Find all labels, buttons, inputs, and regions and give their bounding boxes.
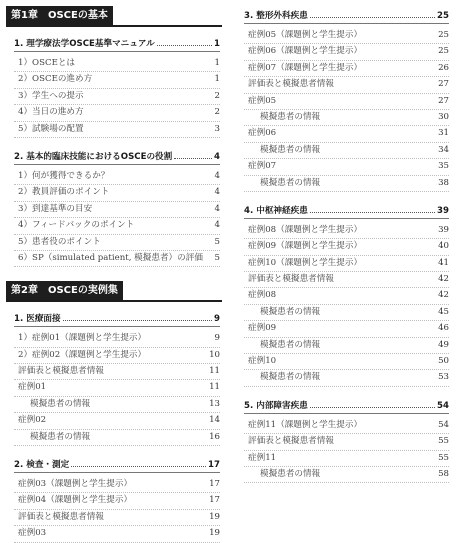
dot-leader: [157, 45, 212, 46]
toc-row[interactable]: 症例06（課題例と学生提示） 25: [244, 44, 449, 60]
toc-row[interactable]: 3）学生への提示 2: [14, 89, 220, 105]
toc-row[interactable]: 2）OSCEの進め方 1: [14, 72, 220, 88]
toc-row[interactable]: 症例07 35: [244, 159, 449, 175]
toc-section-2-1[interactable]: 1. 医療面接 9: [14, 308, 220, 327]
toc-row[interactable]: 1）何が獲得できるか？ 4: [14, 169, 220, 185]
toc-row[interactable]: 症例02 14: [14, 413, 220, 429]
toc-row[interactable]: 模擬患者の情報 49: [244, 338, 449, 354]
toc-row[interactable]: 症例03 19: [14, 526, 220, 542]
toc-section-2-5[interactable]: 5. 内部障害疾患 54: [244, 395, 449, 414]
toc-section-2-3[interactable]: 3. 整形外科疾患 25: [244, 5, 449, 24]
toc-row[interactable]: 模擬患者の情報 30: [244, 110, 449, 126]
toc-left-column: [0, 0, 224, 543]
toc-row[interactable]: 模擬患者の情報 53: [244, 370, 449, 386]
toc-row[interactable]: 4）当日の進め方 2: [14, 105, 220, 121]
dot-leader: [71, 466, 206, 467]
toc-row[interactable]: 2）教員評価のポイント 4: [14, 185, 220, 201]
dot-leader: [310, 212, 435, 213]
toc-section-1-2[interactable]: 2. 基本的臨床技能におけるOSCEの役割 4: [14, 146, 220, 165]
toc-row[interactable]: 1）症例01（課題例と学生提示） 9: [14, 331, 220, 347]
toc-row[interactable]: 模擬患者の情報 45: [244, 305, 449, 321]
toc-row[interactable]: 6）SP（simulated patient, 模擬患者）の評価 5: [14, 251, 220, 267]
toc-row[interactable]: 評価表と模擬患者情報 27: [244, 77, 449, 93]
toc-row[interactable]: 症例10（課題例と学生提示） 41: [244, 256, 449, 272]
toc-row[interactable]: 模擬患者の情報 34: [244, 143, 449, 159]
toc-section-2-2[interactable]: 2. 検査・測定 17: [14, 454, 220, 473]
toc-row[interactable]: 症例05（課題例と学生提示） 25: [244, 28, 449, 44]
toc-row[interactable]: 2）症例02（課題例と学生提示） 10: [14, 348, 220, 364]
chapter-1-heading: [6, 6, 222, 27]
toc-row[interactable]: 5）試験場の配置 3: [14, 122, 220, 138]
toc-row[interactable]: 模擬患者の情報 13: [14, 397, 220, 413]
chapter-2-title: 第2章 OSCEの実例集: [6, 281, 123, 300]
toc-row[interactable]: 1）OSCEとは 1: [14, 56, 220, 72]
toc-row[interactable]: 症例01 11: [14, 380, 220, 396]
toc-section-2-4[interactable]: 4. 中枢神経疾患 39: [244, 200, 449, 219]
toc-row[interactable]: 症例04（課題例と学生提示） 17: [14, 493, 220, 509]
toc-row[interactable]: 症例08 42: [244, 288, 449, 304]
toc-row[interactable]: 症例09（課題例と学生提示） 40: [244, 239, 449, 255]
toc-row[interactable]: 症例11 55: [244, 451, 449, 467]
toc-row[interactable]: 症例06 31: [244, 126, 449, 142]
toc-row[interactable]: 症例11（課題例と学生提示） 54: [244, 418, 449, 434]
toc-row[interactable]: 模擬患者の情報 16: [14, 430, 220, 446]
toc-row[interactable]: 5）患者役のポイント 5: [14, 235, 220, 251]
chapter-1-title: 第1章 OSCEの基本: [6, 6, 113, 25]
toc-row[interactable]: 評価表と模擬患者情報 11: [14, 364, 220, 380]
toc-row[interactable]: 模擬患者の情報 38: [244, 176, 449, 192]
toc-section-1-1[interactable]: 1. 理学療法学OSCE基準マニュアル 1: [14, 33, 220, 52]
toc-row[interactable]: 症例07（課題例と学生提示） 26: [244, 61, 449, 77]
toc-row[interactable]: 症例09 46: [244, 321, 449, 337]
toc-row[interactable]: 評価表と模擬患者情報 55: [244, 434, 449, 450]
dot-leader: [310, 17, 435, 18]
toc-row[interactable]: 症例08（課題例と学生提示） 39: [244, 223, 449, 239]
chapter-2-heading: [6, 281, 222, 302]
toc-row[interactable]: 3）到達基準の目安 4: [14, 202, 220, 218]
toc-row[interactable]: 評価表と模擬患者情報 19: [14, 510, 220, 526]
toc-row[interactable]: 症例05 27: [244, 94, 449, 110]
toc-row[interactable]: 症例10 50: [244, 354, 449, 370]
toc-row[interactable]: 評価表と模擬患者情報 42: [244, 272, 449, 288]
toc-right-column: [236, 5, 449, 483]
toc-row[interactable]: 模擬患者の情報 58: [244, 467, 449, 483]
dot-leader: [310, 407, 435, 408]
toc-row[interactable]: 4）フィードバックのポイント 4: [14, 218, 220, 234]
toc-row[interactable]: 症例03（課題例と学生提示） 17: [14, 477, 220, 493]
dot-leader: [174, 158, 212, 159]
dot-leader: [63, 320, 212, 321]
